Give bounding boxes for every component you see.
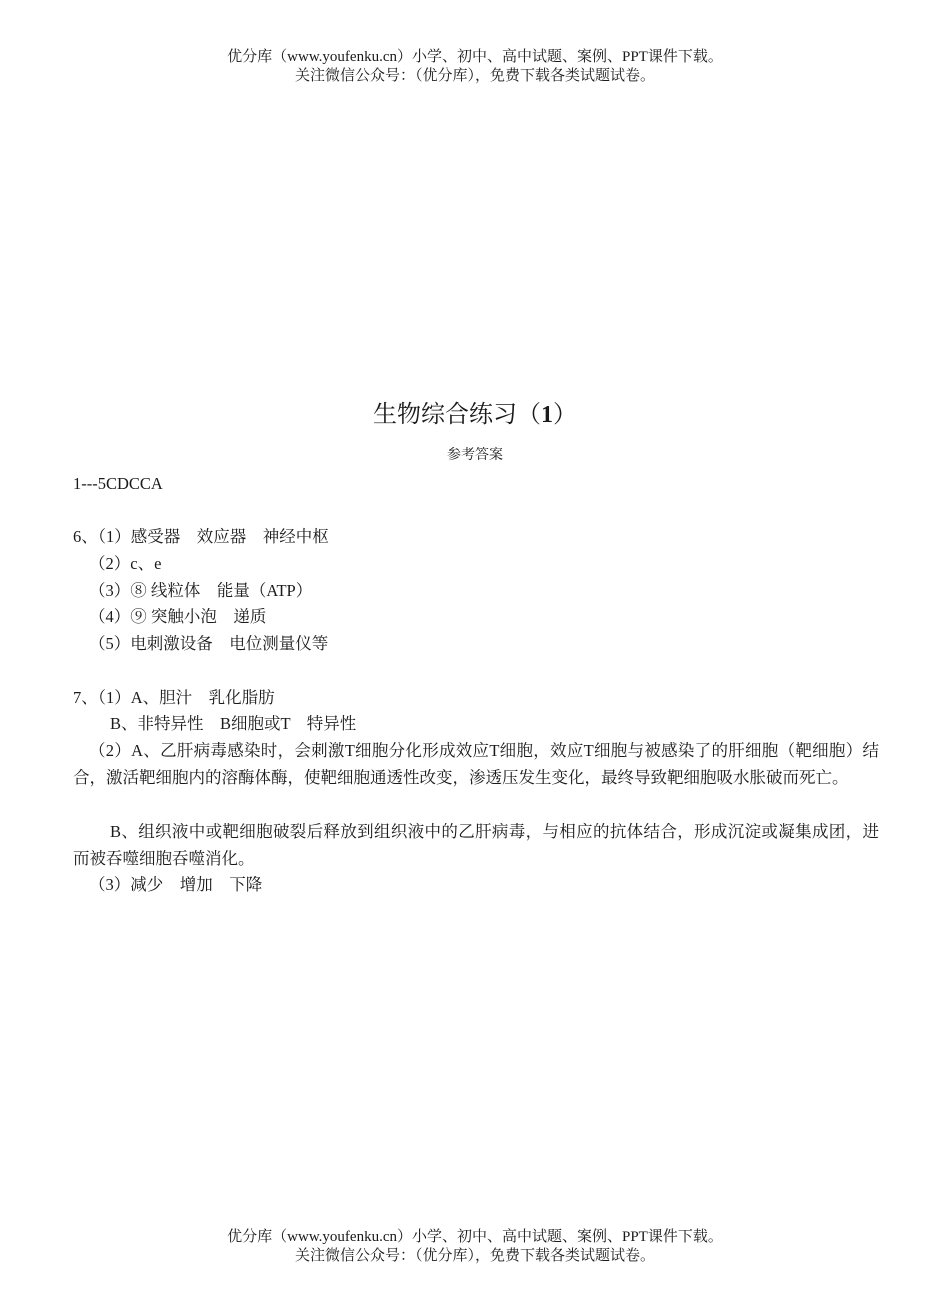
title-text: 生物综合练习（ — [373, 402, 541, 428]
footer-line-1: 优分库（www.youfenku.cn）小学、初中、高中试题、案例、PPT课件下载。 — [227, 1229, 723, 1245]
answer-multiple-choice: 1---5CDCCA — [73, 474, 163, 493]
header-line-1: 优分库（www.youfenku.cn）小学、初中、高中试题、案例、PPT课件下载。 — [227, 49, 723, 65]
document-subtitle: 参考答案 — [447, 448, 503, 463]
header-line-2: 关注微信公众号：（优分库），免费下载各类试题试卷。 — [294, 68, 655, 84]
answer-q6-part3: （3）⑧ 线粒体 能量（ATP） — [89, 581, 313, 600]
answer-q6-part1: 6、（1）感受器 效应器 神经中枢 — [73, 527, 329, 546]
title-close: ） — [553, 402, 577, 428]
answer-q6-part4: （4）⑨ 突触小泡 递质 — [89, 607, 267, 626]
footer-line-2: 关注微信公众号：（优分库），免费下载各类试题试卷。 — [294, 1248, 655, 1264]
answer-q7-part2b: B、组织液中或靶细胞破裂后释放到组织液中的乙肝病毒，与相应的抗体结合，形成沉淀或凝集成团，进而被吞噬细胞吞噬消化。 — [73, 822, 879, 868]
answer-q6-part2: （2）c、e — [89, 554, 162, 573]
answer-q7-part1a: 7、（1）A、胆汁 乳化脂肪 — [73, 688, 275, 707]
title-number: 1 — [541, 402, 553, 428]
answer-q7-part1b: B、非特异性 B细胞或T 特异性 — [110, 714, 357, 733]
answer-q6-part5: （5）电刺激设备 电位测量仪等 — [89, 634, 329, 653]
page-header — [0, 48, 950, 86]
answer-q7-part3: （3）减少 增加 下降 — [89, 875, 263, 894]
page-footer — [0, 1228, 950, 1266]
answer-q7-part2a: （2）A、乙肝病毒感染时，会刺激T细胞分化形成效应T细胞，效应T细胞与被感染了的肝细胞（靶细胞）结合，激活靶细胞内的溶酶体酶，使靶细胞通透性改变，渗透压发生变化，最终导致靶细胞吸水胀破而死亡。 — [73, 741, 879, 787]
document-title — [0, 398, 950, 432]
